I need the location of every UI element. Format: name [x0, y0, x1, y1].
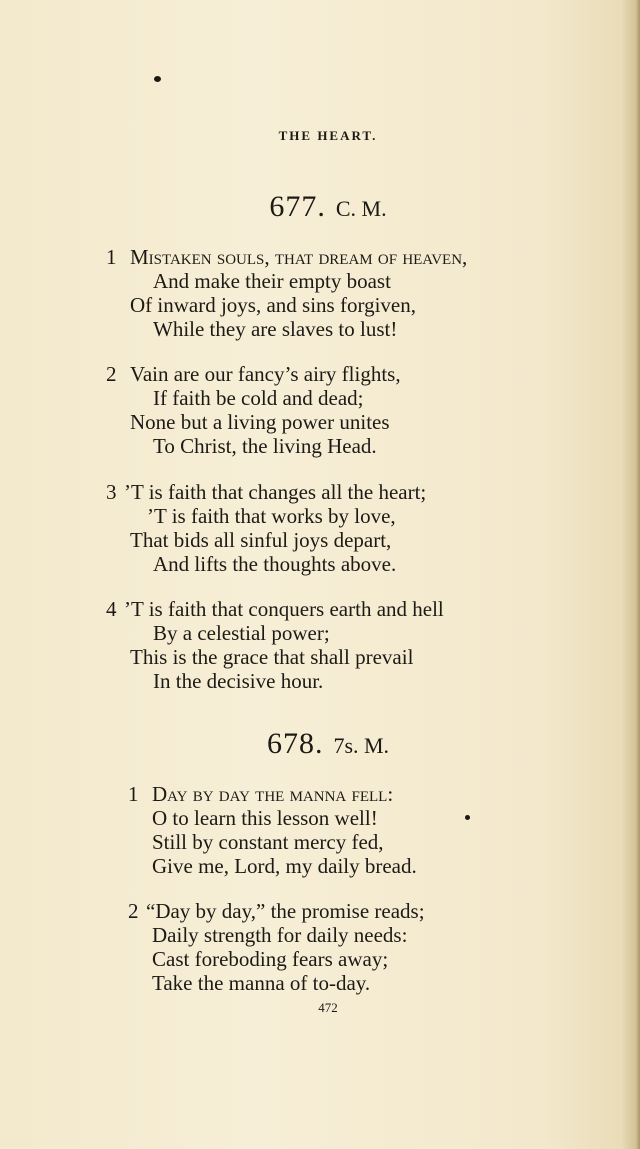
- verse-number: 1: [106, 245, 117, 269]
- hymn-line: While they are slaves to lust!: [153, 317, 398, 341]
- hymn-line: Still by constant mercy fed,: [152, 830, 384, 854]
- hymn-meter: C. M.: [335, 196, 387, 221]
- hymn-line: Daily strength for daily needs:: [152, 923, 408, 947]
- verse-number: 3: [106, 480, 117, 504]
- hymn-line: Day by day the manna fell:: [152, 782, 394, 806]
- hymn-line: This is the grace that shall prevail: [130, 645, 414, 669]
- hymn-line: O to learn this lesson well!: [152, 806, 378, 830]
- hymn-heading: [0, 190, 640, 224]
- hymn-line: ’T is faith that works by love,: [147, 504, 396, 528]
- hymn-line: Mistaken souls, that dream of heaven,: [130, 245, 468, 269]
- hymn-line: Take the manna of to-day.: [152, 971, 371, 995]
- verse-number: 2: [106, 362, 117, 386]
- hymn-meter: 7s. M.: [333, 733, 390, 758]
- hymn-line: By a celestial power;: [153, 621, 330, 645]
- ink-speck: [465, 815, 470, 820]
- hymn-line: Give me, Lord, my daily bread.: [152, 854, 417, 878]
- hymn-line: “Day by day,” the promise reads;: [146, 899, 425, 923]
- hymn-line: ’T is faith that conquers earth and hell: [124, 597, 444, 621]
- hymn-line: ’T is faith that changes all the heart;: [124, 480, 427, 504]
- hymn-number: 678.: [266, 727, 324, 760]
- verse-number: 4: [106, 597, 117, 621]
- ink-speck: [154, 76, 161, 82]
- hymn-line: Vain are our fancy’s airy flights,: [130, 362, 401, 386]
- page-edge-shadow: [635, 0, 640, 1149]
- hymn-line: To Christ, the living Head.: [153, 434, 377, 458]
- verse-number: 2: [128, 899, 139, 923]
- hymn-line: And make their empty boast: [153, 269, 391, 293]
- hymn-line: Of inward joys, and sins forgiven,: [130, 293, 416, 317]
- running-head: THE HEART.: [278, 128, 378, 143]
- hymn-line: Cast foreboding fears away;: [152, 947, 389, 971]
- hymn-heading: [0, 727, 640, 761]
- verse-number: 1: [128, 782, 139, 806]
- hymn-number: 677.: [269, 190, 326, 223]
- hymn-line: In the decisive hour.: [153, 669, 324, 693]
- hymn-line: That bids all sinful joys depart,: [130, 528, 392, 552]
- hymn-line: None but a living power unites: [130, 410, 390, 434]
- page-number: 472: [318, 1000, 338, 1015]
- hymn-line: If faith be cold and dead;: [153, 386, 364, 410]
- hymn-line: And lifts the thoughts above.: [153, 552, 397, 576]
